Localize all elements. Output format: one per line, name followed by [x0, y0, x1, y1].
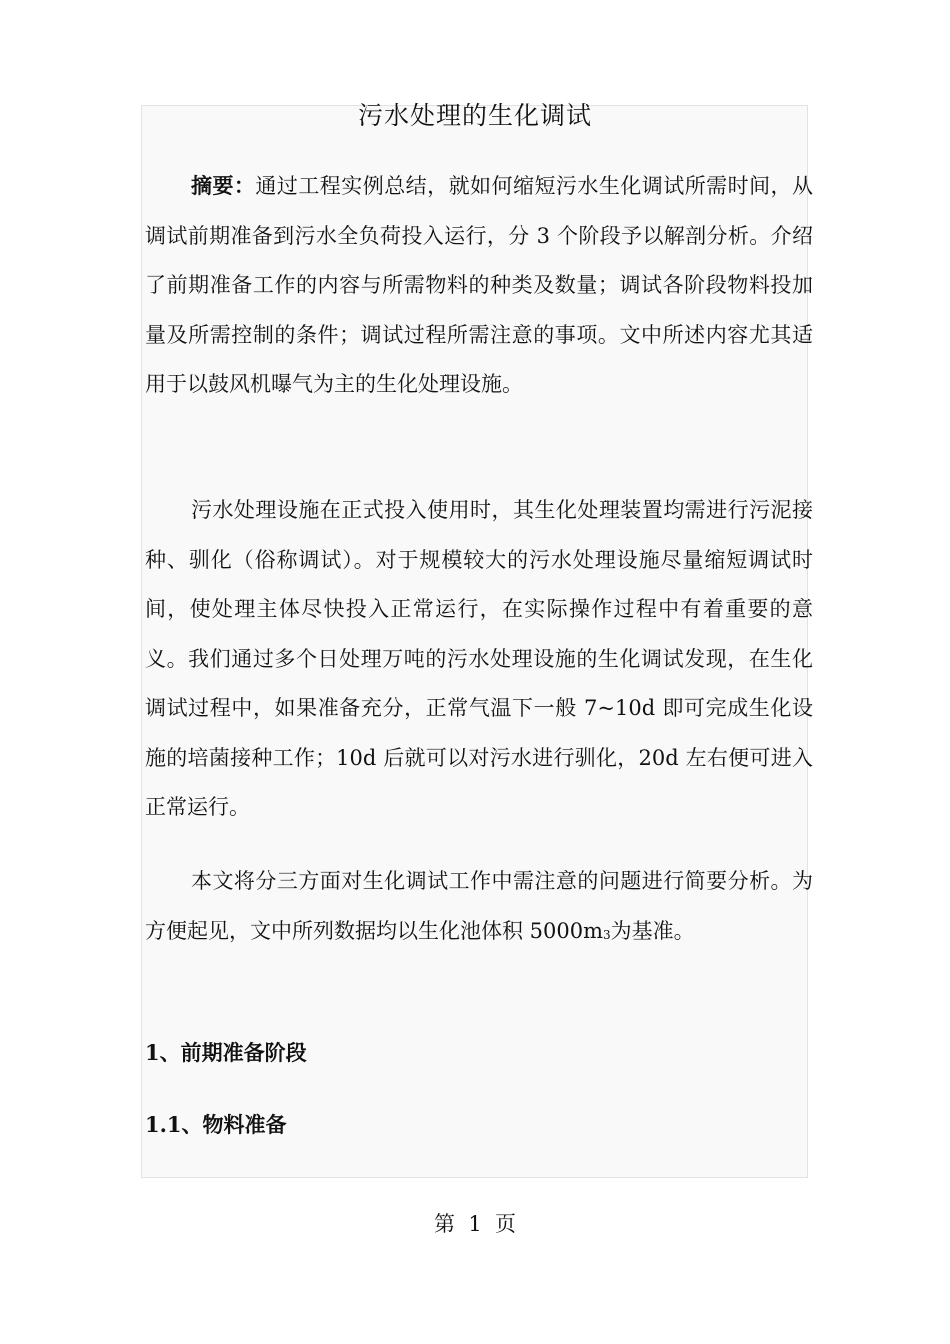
abstract-label: 摘要：	[191, 173, 256, 198]
paragraph-2-tail: 为基准。	[610, 918, 695, 943]
document-title: 污水处理的生化调试	[357, 101, 592, 130]
page-number: 第 1 页	[433, 1212, 517, 1236]
section-heading-1-1: 1.1、物料准备	[145, 1112, 287, 1137]
section-heading-1: 1、前期准备阶段	[145, 1040, 307, 1065]
body-paragraph-1: 污水处理设施在正式投入使用时，其生化处理装置均需进行污泥接种、驯化（俗称调试）。对于规模较大的污水处理设施尽量缩短调试时间，使处理主体尽快投入正常运行，在实际操作过程中有着重要的意义。我们通过多个日处理万吨的污水处理设施的生化调试发现，在生化调试过程中，如果准备充分，正常气温下一般 7~10d 即可完成生化设施的培菌接种工作；10d 后就可以对污水进行驯化，20d 左右便可进入正常运行。	[145, 498, 813, 819]
abstract-text: 通过工程实例总结，就如何缩短污水生化调试所需时间，从调试前期准备到污水全负荷投入运行，分 3 个阶段予以解剖分析。介绍了前期准备工作的内容与所需物料的种类及数量；调试各阶段物料投加量及所需控制的条件；调试过程所需注意的事项。文中所述内容尤其适用于以鼓风机曝气为主的生化处理设施。	[145, 174, 814, 396]
cubic-superscript: 3	[603, 927, 611, 942]
paragraph-2-text: 本文将分三方面对生化调试工作中需注意的问题进行简要分析。为方便起见，文中所列数据均以生化池体积 5000m	[145, 869, 813, 943]
body-paragraph-2	[145, 857, 813, 960]
abstract-paragraph	[145, 161, 813, 410]
